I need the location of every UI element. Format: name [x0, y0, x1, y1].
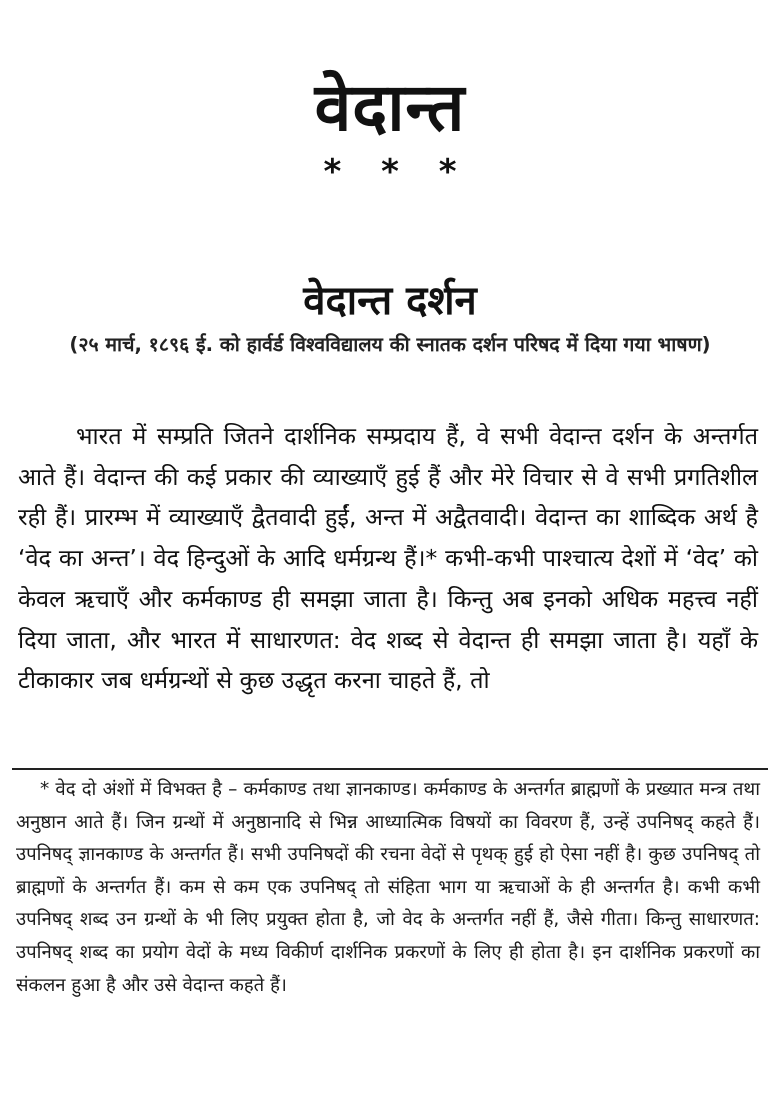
lecture-subtitle: (२५ मार्च, १८९६ ई. को हार्वर्ड विश्वविद्यालय की स्नातक दर्शन परिषद में दिया गया भाषण): [69, 333, 711, 356]
chapter-title: वेदान्त: [314, 69, 466, 147]
body-text: [18, 416, 758, 701]
footnote-text: * वेद दो अंशों में विभक्त है – कर्मकाण्ड तथा ज्ञानकाण्ड। कर्मकाण्ड के अन्तर्गत ब्राह्मणों के प्रख्यात मन्त्र तथा अनुष्ठान आते हैं। जिन ग्रन्थों में अनुष्ठानादि से भिन्न आध्यात्मिक विषयों का विवरण हैं, उन्हें उपनिषद् कहते हैं। उपनिषद् ज्ञानकाण्ड के अन्तर्गत हैं। सभी उपनिषदों की रचना वेदों से पृथक् हुई हो ऐसा नहीं है। कुछ उपनिषद् तो ब्राह्मणों के अन्तर्गत हैं। कम से कम एक उपनिषद् तो संहिता भाग या ऋचाओं के ही अन्तर्गत है। कभी कभी उपनिषद् शब्द उन ग्रन्थों के भी लिए प्रयुक्त होता है, जो वेद के अन्तर्गत नहीं हैं, जैसे गीता। किन्तु साधारणत: उपनिषद् शब्द का प्रयोग वेदों के मध्य विकीर्ण दार्शनिक प्रकरणों के लिए ही होता है। इन दार्शनिक प्रकरणों का संकलन हुआ है और उसे वेदान्त कहते हैं।: [16, 779, 760, 996]
section-title: वेदान्त दर्शन: [303, 278, 477, 325]
body-paragraph: भारत में सम्प्रति जितने दार्शनिक सम्प्रदाय हैं, वे सभी वेदान्त दर्शन के अन्तर्गत आते हैं। वेदान्त की कई प्रकार की व्याख्याएँ हुई हैं और मेरे विचार से वे सभी प्रगतिशील रही हैं। प्रारम्भ में व्याख्याएँ द्वैतवादी हुईं, अन्त में अद्वैतवादी। वेदान्त का शाब्दिक अर्थ है ‘वेद का अन्त’। वेद हिन्दुओं के आदि धर्मग्रन्थ हैं।* कभी-कभी पाश्चात्य देशों में ‘वेद’ को केवल ऋचाएँ और कर्मकाण्ड ही समझा जाता है। किन्तु अब इनको अधिक महत्त्व नहीं दिया जाता, और भारत में साधारणत: वेद शब्द से वेदान्त ही समझा जाता है। यहाँ के टीकाकार जब धर्मग्रन्थों से कुछ उद्धृत करना चाहते हैं, तो: [18, 422, 758, 695]
footnote-divider: [12, 768, 768, 770]
asterism-separator: * * *: [323, 152, 457, 192]
footnote: [16, 774, 760, 1002]
